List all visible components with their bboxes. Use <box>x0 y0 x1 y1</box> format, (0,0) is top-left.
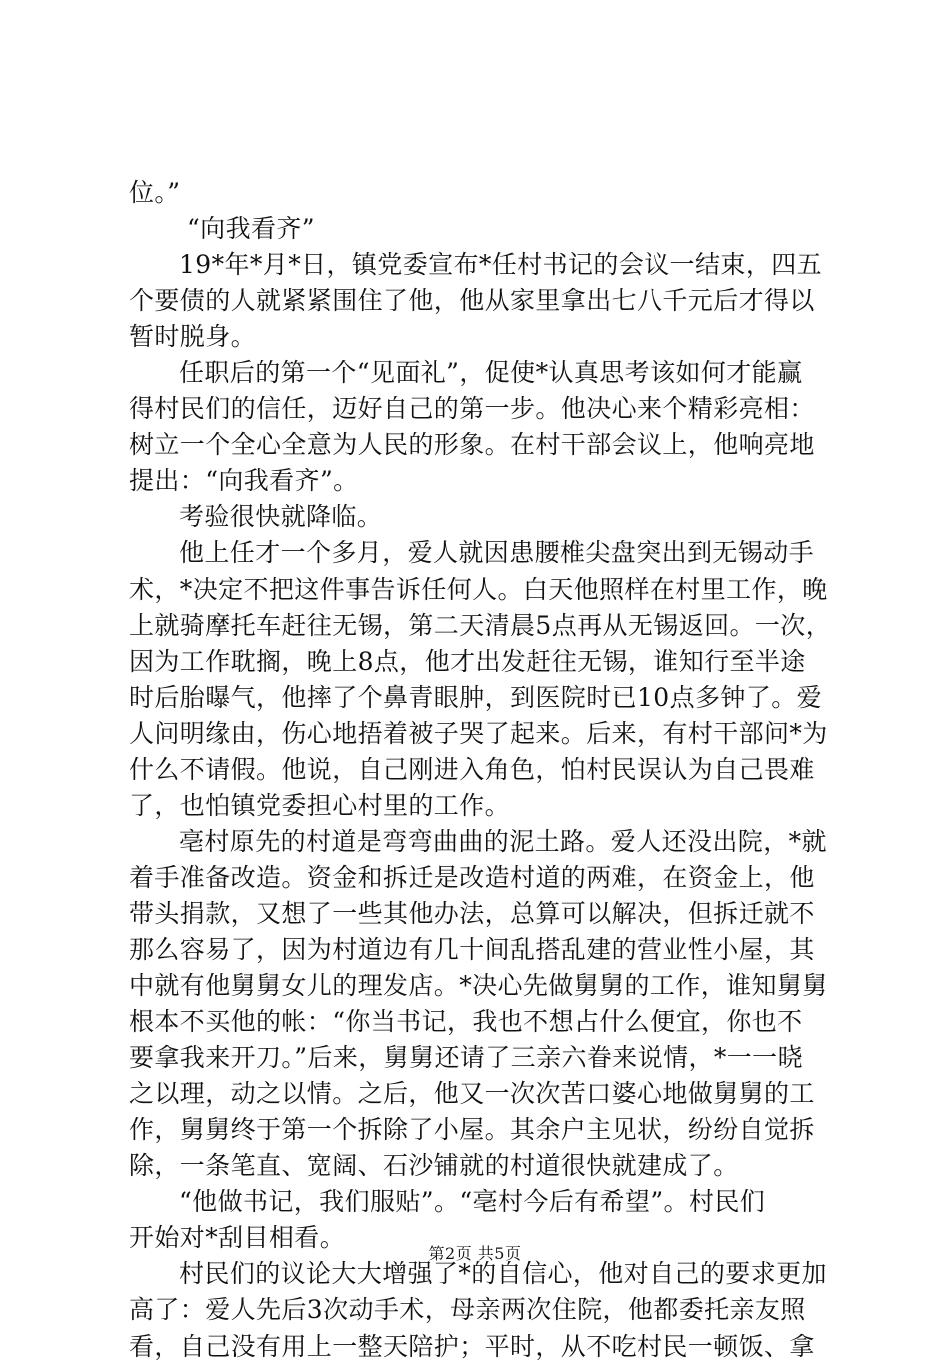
text-line: 那么容易了，因为村道边有几十间乱搭乱建的营业性小屋，其 <box>129 934 815 964</box>
text-line: 树立一个全心全意为人民的形象。在村干部会议上，他响亮地 <box>129 430 815 460</box>
text-line: 什么不请假。他说，自己刚进入角色，怕村民误认为自己畏难 <box>129 754 815 784</box>
text-line: “他做书记，我们服贴”。“亳村今后有希望”。村民们 <box>179 1187 766 1217</box>
text-line: 根本不买他的帐：“你当书记，我也不想占什么便宜，你也不 <box>129 1007 803 1037</box>
text-line: 带头捐款，又想了一些其他办法，总算可以解决，但拆迁就不 <box>129 898 815 928</box>
section-heading: “向我看齐” <box>187 214 315 244</box>
text-line: 之以理，动之以情。之后，他又一次次苦口婆心地做舅舅的工 <box>129 1079 815 1109</box>
text-line: 术，*决定不把这件事告诉任何人。白天他照样在村里工作，晚 <box>129 574 828 604</box>
text-line: 因为工作耽搁，晚上8点，他才出发赶往无锡，谁知行至半途 <box>129 646 806 676</box>
text-line: 时后胎曝气，他摔了个鼻青眼肿，到医院时已10点多钟了。爱 <box>129 682 823 712</box>
text-line: 除，一条笔直、宽阔、石沙铺就的村道很快就建成了。 <box>129 1151 739 1181</box>
text-line: 考验很快就降临。 <box>179 502 383 532</box>
article-body <box>129 175 832 1365</box>
text-line: 开始对*刮目相看。 <box>129 1223 346 1253</box>
text-line: 位。” <box>129 178 181 207</box>
text-line: 高了：爱人先后3次动手术，母亲两次住院，他都委托亲友照 <box>129 1295 806 1325</box>
text-line: 19*年*月*日，镇党委宣布*任村书记的会议一结束，四五 <box>179 250 823 280</box>
text-line: 他上任才一个多月，爱人就因患腰椎尖盘突出到无锡动手 <box>179 538 815 568</box>
text-line: 亳村原先的村道是弯弯曲曲的泥土路。爱人还没出院，*就 <box>179 826 827 856</box>
text-line: 中就有他舅舅女儿的理发店。*决心先做舅舅的工作，谁知舅舅 <box>129 971 828 1001</box>
text-line: 了，也怕镇党委担心村里的工作。 <box>129 790 511 820</box>
text-line: 上就骑摩托车赶往无锡，第二天清晨5点再从无锡返回。一次， <box>129 610 832 640</box>
text-line: 任职后的第一个“见面礼”，促使*认真思考该如何才能赢 <box>179 358 803 388</box>
text-line: 得村民们的信任，迈好自己的第一步。他决心来个精彩亮相： <box>129 394 815 424</box>
text-line: 提出：“向我看齐”。 <box>129 466 359 496</box>
text-line: 要拿我来开刀。”后来，舅舅还请了三亲六眷来说情，*一一晓 <box>129 1043 803 1073</box>
text-line: 看，自己没有用上一整天陪护；平时，从不吃村民一顿饭、拿 <box>129 1331 815 1361</box>
text-line: 作，舅舅终于第一个拆除了小屋。其余户主见状，纷纷自觉拆 <box>129 1115 815 1145</box>
text-line: 人问明缘由，伤心地捂着被子哭了起来。后来，有村干部问*为 <box>129 718 828 748</box>
text-line: 村民们的议论大大增强了*的自信心，他对自己的要求更加 <box>179 1259 827 1289</box>
page-number-footer: 第2页 共5页 <box>428 1244 522 1263</box>
text-line: 个要债的人就紧紧围住了他，他从家里拿出七八千元后才得以 <box>129 286 815 316</box>
text-line: 暂时脱身。 <box>129 322 257 352</box>
text-line: 着手准备改造。资金和拆迁是改造村道的两难，在资金上，他 <box>129 862 815 892</box>
